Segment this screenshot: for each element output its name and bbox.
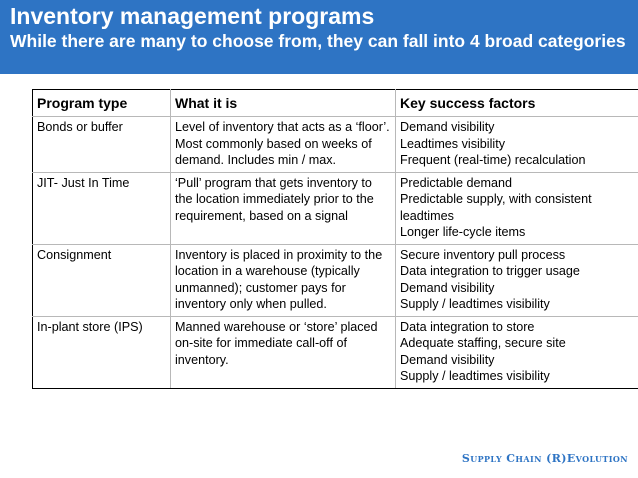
what-it-is-cell: Inventory is placed in proximity to the location in a warehouse (typically unmanned); customer pays for inventory only when pulled. <box>171 244 396 316</box>
success-factor: Secure inventory pull process <box>400 247 566 262</box>
success-factor: Supply / leadtimes visibility <box>400 369 550 383</box>
table-row <box>33 244 638 316</box>
success-factor: Demand visibility <box>400 280 495 295</box>
key-success-factors-cell <box>396 117 638 173</box>
program-type-cell: Bonds or buffer <box>33 117 171 173</box>
what-it-is-cell: Level of inventory that acts as a ‘floor’. Most commonly based on weeks of demand. Includes min / max. <box>171 117 396 173</box>
slide-title: Inventory management programs <box>10 3 375 29</box>
key-success-factors-cell <box>396 316 638 388</box>
column-header-what-it-is: What it is <box>171 90 396 117</box>
table-header-row <box>33 90 638 117</box>
success-factor: Demand visibility <box>400 120 495 134</box>
inventory-programs-table <box>32 89 638 389</box>
success-factor: Predictable supply, with consistent leadtimes <box>400 192 592 223</box>
success-factor: Data integration to trigger usage <box>400 264 580 278</box>
success-factor: Frequent (real-time) recalculation <box>400 153 586 167</box>
slide-header <box>0 0 638 74</box>
table-row <box>33 117 638 173</box>
program-type-cell: In-plant store (IPS) <box>33 316 171 388</box>
success-factor: Predictable demand <box>400 175 513 190</box>
column-header-program-type: Program type <box>33 90 171 117</box>
success-factor: Data integration to store <box>400 319 535 334</box>
program-type-cell: Consignment <box>33 244 171 316</box>
success-factor: Longer life-cycle items <box>400 225 526 239</box>
key-success-factors-cell <box>396 172 638 244</box>
slide-subtitle: While there are many to choose from, they can fall into 4 broad categories <box>10 31 626 51</box>
success-factor: Adequate staffing, secure site <box>400 336 566 350</box>
success-factor: Supply / leadtimes visibility <box>400 297 550 311</box>
table-row <box>33 316 638 388</box>
key-success-factors-cell <box>396 244 638 316</box>
what-it-is-cell: ‘Pull’ program that gets inventory to the location immediately prior to the requirement, based on a signal <box>171 172 396 244</box>
success-factor: Demand visibility <box>400 352 495 367</box>
column-header-key-success-factors: Key success factors <box>396 90 638 117</box>
table-row <box>33 172 638 244</box>
program-type-cell: JIT- Just In Time <box>33 172 171 244</box>
supply-chain-revolution-logo: Supply Chain (R)Evolution <box>461 452 628 465</box>
success-factor: Leadtimes visibility <box>400 136 505 151</box>
what-it-is-cell: Manned warehouse or ‘store’ placed on-site for immediate call-off of inventory. <box>171 316 396 388</box>
